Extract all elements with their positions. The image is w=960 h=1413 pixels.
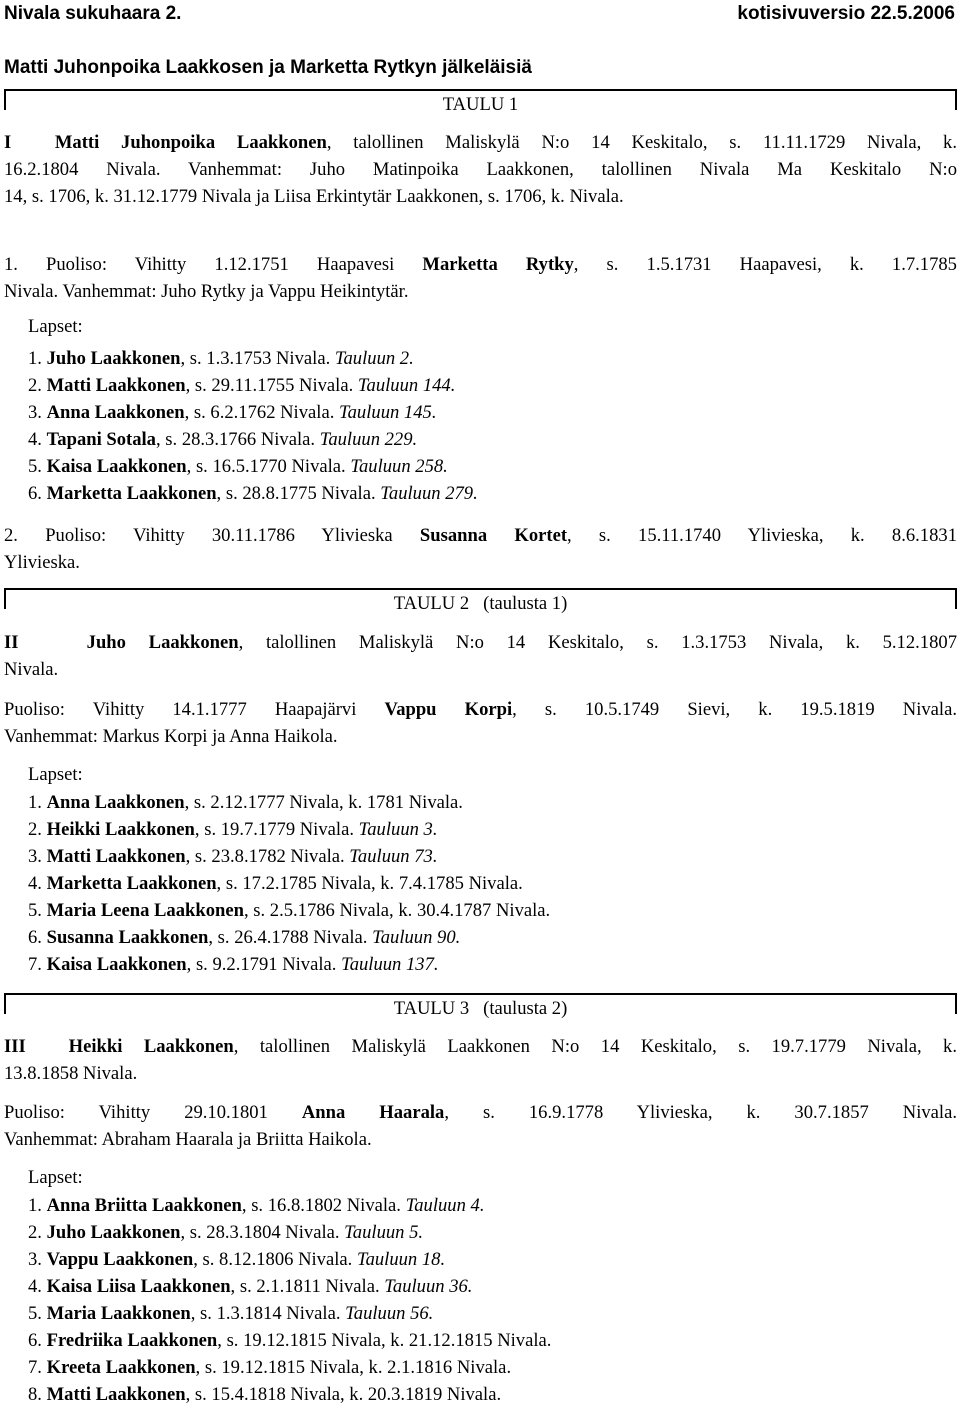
taulu-2-title: TAULU 2 (taulusta 1)	[393, 593, 568, 614]
taulu-3-person-line-1	[4, 1036, 957, 1058]
taulu-3-children-label: Lapset:	[28, 1167, 83, 1188]
child-name: Marketta Laakkonen	[46, 873, 217, 894]
child-name: Matti Laakkonen	[46, 375, 186, 396]
child-name: Kreeta Laakkonen	[46, 1357, 196, 1378]
taulu-1-spouse-1-line-1	[4, 254, 957, 276]
spouse-info: , s. 10.5.1749 Sievi, k. 19.5.1819 Nivala.	[512, 699, 957, 720]
child-name: Maria Leena Laakkonen	[46, 900, 244, 921]
table-reference: Tauluun 56.	[345, 1303, 434, 1324]
taulu-2-spouse-line-2: Vanhemmat: Markus Korpi ja Anna Haikola.	[4, 726, 338, 747]
table-reference: Tauluun 258.	[350, 456, 448, 477]
person-info: , talollinen Maliskylä N:o 14 Keskitalo, s. 11.11.1729 Nivala, k.	[326, 132, 957, 153]
list-item: 4. Kaisa Liisa Laakkonen, s. 2.1.1811 Nivala. Tauluun 36.	[28, 1276, 473, 1297]
header-right: kotisivuversio 22.5.2006	[737, 3, 955, 24]
list-item: 6. Susanna Laakkonen, s. 26.4.1788 Nivala. Tauluun 90.	[28, 927, 461, 948]
list-item: 8. Matti Laakkonen, s. 15.4.1818 Nivala, k. 20.3.1819 Nivala.	[28, 1384, 502, 1405]
spouse-marriage: Puoliso: Vihitty 14.1.1777 Haapajärvi	[4, 699, 385, 720]
list-item: 3. Vappu Laakkonen, s. 8.12.1806 Nivala. Tauluun 18.	[28, 1249, 446, 1270]
spouse-name: Anna Haarala	[301, 1102, 445, 1123]
child-name: Vappu Laakkonen	[46, 1249, 194, 1270]
child-name: Fredriika Laakkonen	[46, 1330, 218, 1351]
table-reference: Tauluun 145.	[339, 402, 437, 423]
list-item: 3. Anna Laakkonen, s. 6.2.1762 Nivala. Tauluun 145.	[28, 402, 437, 423]
spouse-info: , s. 1.5.1731 Haapavesi, k. 1.7.1785	[573, 254, 957, 275]
table-reference: Tauluun 90.	[372, 927, 461, 948]
table-reference: Tauluun 5.	[344, 1222, 424, 1243]
list-item: 2. Heikki Laakkonen, s. 19.7.1779 Nivala. Tauluun 3.	[28, 819, 438, 840]
spouse-marriage: Puoliso: Vihitty 29.10.1801	[4, 1102, 302, 1123]
taulu-3-spouse-line-2: Vanhemmat: Abraham Haarala ja Briitta Haikola.	[4, 1129, 372, 1150]
child-name: Kaisa Laakkonen	[46, 456, 187, 477]
taulu-1-person-line-3: 14, s. 1706, k. 31.12.1779 Nivala ja Liisa Erkintytär Laakkonen, s. 1706, k. Nivala.	[4, 186, 624, 207]
child-name: Heikki Laakkonen	[46, 819, 195, 840]
table-reference: Tauluun 36.	[384, 1276, 473, 1297]
child-name: Marketta Laakkonen	[46, 483, 217, 504]
taulu-1-person-line-2: 16.2.1804 Nivala. Vanhemmat: Juho Matinpoika Laakkonen, talollinen Nivala Ma Keskitalo N:o	[4, 159, 957, 180]
list-item: 6. Fredriika Laakkonen, s. 19.12.1815 Nivala, k. 21.12.1815 Nivala.	[28, 1330, 552, 1351]
child-name: Juho Laakkonen	[46, 1222, 181, 1243]
spouse-name: Susanna Kortet	[419, 525, 568, 546]
spouse-info: , s. 15.11.1740 Ylivieska, k. 8.6.1831	[567, 525, 957, 546]
person-number: II	[4, 632, 19, 653]
taulu-1-spouse-1-line-2: Nivala. Vanhemmat: Juho Rytky ja Vappu Heikintytär.	[4, 281, 409, 302]
person-info: , talollinen Maliskylä N:o 14 Keskitalo, s. 1.3.1753 Nivala, k. 5.12.1807	[238, 632, 957, 653]
taulu-1-children-label: Lapset:	[28, 316, 83, 337]
taulu-1-heading	[4, 89, 957, 115]
table-reference: Tauluun 2.	[334, 348, 414, 369]
taulu-3-person-line-2: 13.8.1858 Nivala.	[4, 1063, 138, 1084]
table-reference: Tauluun 3.	[358, 819, 438, 840]
table-reference: Tauluun 4.	[405, 1195, 485, 1216]
list-item: 6. Marketta Laakkonen, s. 28.8.1775 Nivala. Tauluun 279.	[28, 483, 478, 504]
person-info: , talollinen Maliskylä Laakkonen N:o 14 Keskitalo, s. 19.7.1779 Nivala, k.	[233, 1036, 957, 1057]
child-name: Anna Laakkonen	[46, 792, 185, 813]
spouse-marriage: 1. Puoliso: Vihitty 1.12.1751 Haapavesi	[4, 254, 423, 275]
child-name: Kaisa Laakkonen	[46, 954, 187, 975]
taulu-1-spouse-2-line-2: Ylivieska.	[4, 552, 80, 573]
spouse-name: Marketta Rytky	[422, 254, 574, 275]
taulu-3-spouse-line-1	[4, 1102, 957, 1124]
list-item: 1. Juho Laakkonen, s. 1.3.1753 Nivala. Tauluun 2.	[28, 348, 414, 369]
table-reference: Tauluun 144.	[357, 375, 456, 396]
list-item: 3. Matti Laakkonen, s. 23.8.1782 Nivala. Tauluun 73.	[28, 846, 438, 867]
list-item: 7. Kreeta Laakkonen, s. 19.12.1815 Nivala, k. 2.1.1816 Nivala.	[28, 1357, 512, 1378]
list-item: 5. Maria Leena Laakkonen, s. 2.5.1786 Nivala, k. 30.4.1787 Nivala.	[28, 900, 551, 921]
taulu-2-person-line-2: Nivala.	[4, 659, 59, 680]
taulu-2-children-label: Lapset:	[28, 764, 83, 785]
child-name: Juho Laakkonen	[46, 348, 181, 369]
person-name: Matti Juhonpoika Laakkonen	[54, 132, 327, 153]
list-item: 1. Anna Laakkonen, s. 2.12.1777 Nivala, k. 1781 Nivala.	[28, 792, 463, 813]
taulu-1-spouse-2-line-1	[4, 525, 957, 547]
taulu-2-person-line-1	[4, 632, 957, 654]
taulu-1-title: TAULU 1	[442, 94, 519, 115]
list-item: 2. Juho Laakkonen, s. 28.3.1804 Nivala. Tauluun 5.	[28, 1222, 424, 1243]
person-number: III	[4, 1036, 26, 1057]
list-item: 1. Anna Briitta Laakkonen, s. 16.8.1802 Nivala. Tauluun 4.	[28, 1195, 485, 1216]
spouse-info: , s. 16.9.1778 Ylivieska, k. 30.7.1857 Nivala.	[444, 1102, 957, 1123]
child-name: Matti Laakkonen	[46, 846, 186, 867]
taulu-1-person-line-1	[4, 132, 957, 154]
header-left: Nivala sukuhaara 2.	[4, 3, 182, 24]
list-item: 4. Marketta Laakkonen, s. 17.2.1785 Nivala, k. 7.4.1785 Nivala.	[28, 873, 523, 894]
taulu-2-heading	[4, 588, 957, 614]
child-name: Tapani Sotala	[46, 429, 156, 450]
list-item: 2. Matti Laakkonen, s. 29.11.1755 Nivala. Tauluun 144.	[28, 375, 456, 396]
table-reference: Tauluun 229.	[319, 429, 418, 450]
person-name: Heikki Laakkonen	[68, 1036, 234, 1057]
taulu-3-heading	[4, 993, 957, 1019]
child-name: Anna Laakkonen	[46, 402, 185, 423]
document-subtitle: Matti Juhonpoika Laakkosen ja Marketta Rytkyn jälkeläisiä	[4, 57, 532, 78]
list-item: 7. Kaisa Laakkonen, s. 9.2.1791 Nivala. Tauluun 137.	[28, 954, 439, 975]
page-header	[4, 3, 957, 27]
taulu-2-spouse-line-1	[4, 699, 957, 721]
table-reference: Tauluun 137.	[341, 954, 439, 975]
list-item: 5. Kaisa Laakkonen, s. 16.5.1770 Nivala. Tauluun 258.	[28, 456, 448, 477]
table-reference: Tauluun 73.	[349, 846, 438, 867]
person-name: Juho Laakkonen	[86, 632, 239, 653]
list-item: 4. Tapani Sotala, s. 28.3.1766 Nivala. Tauluun 229.	[28, 429, 418, 450]
child-name: Kaisa Liisa Laakkonen	[46, 1276, 231, 1297]
table-reference: Tauluun 279.	[380, 483, 478, 504]
person-number: I	[4, 132, 12, 153]
spouse-marriage: 2. Puoliso: Vihitty 30.11.1786 Ylivieska	[4, 525, 420, 546]
child-name: Anna Briitta Laakkonen	[46, 1195, 242, 1216]
child-name: Matti Laakkonen	[46, 1384, 186, 1405]
list-item: 5. Maria Laakkonen, s. 1.3.1814 Nivala. Tauluun 56.	[28, 1303, 434, 1324]
child-name: Maria Laakkonen	[46, 1303, 191, 1324]
taulu-3-title: TAULU 3 (taulusta 2)	[393, 998, 568, 1019]
spouse-name: Vappu Korpi	[384, 699, 513, 720]
table-reference: Tauluun 18.	[356, 1249, 446, 1270]
child-name: Susanna Laakkonen	[46, 927, 209, 948]
